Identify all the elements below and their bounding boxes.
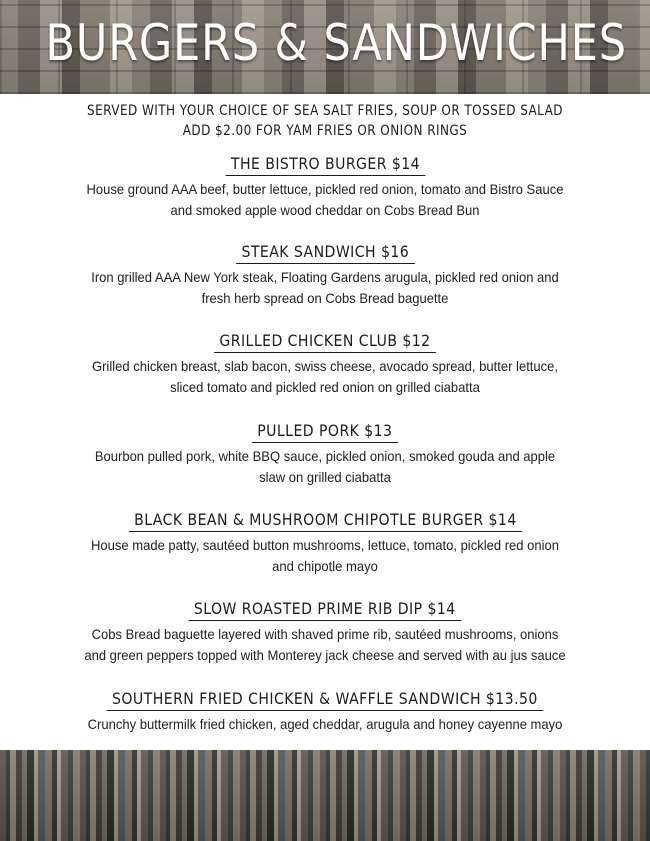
menu-item-description: House made patty, sautéed button mushrooms, lettuce, tomato, pickled red onion xyxy=(90,537,560,553)
menu-item-title: STEAK SANDWICH $16 xyxy=(236,241,414,264)
menu-item-title: THE BISTRO BURGER $14 xyxy=(225,153,425,176)
stone-banner xyxy=(0,0,650,94)
menu-item-description: sliced tomato and pickled red onion on grilled ciabatta xyxy=(170,379,480,395)
menu-item-description: fresh herb spread on Cobs Bread baguette xyxy=(201,290,449,306)
page-title: BURGERS & SANDWICHES xyxy=(45,14,627,72)
menu-item-description: Cobs Bread baguette layered with shaved prime rib, sautéed mushrooms, onions xyxy=(91,626,559,642)
sides-note: SERVED WITH YOUR CHOICE OF SEA SALT FRIES, SOUP OR TOSSED SALAD xyxy=(87,103,563,119)
menu-item-description: Bourbon pulled pork, white BBQ sauce, pickled onion, smoked gouda and apple xyxy=(94,448,556,464)
menu-item-description: and chipotle mayo xyxy=(272,558,378,574)
menu-item-description: slaw on grilled ciabatta xyxy=(259,469,391,485)
menu-item-prime-rib-dip xyxy=(0,598,650,666)
menu-item-black-bean-burger xyxy=(0,509,650,577)
menu-item-pulled-pork xyxy=(0,420,650,488)
menu-item-title: SLOW ROASTED PRIME RIB DIP $14 xyxy=(189,598,461,621)
menu-item-chicken-waffle xyxy=(0,688,650,735)
upgrade-note: ADD $2.00 FOR YAM FRIES OR ONION RINGS xyxy=(182,123,468,139)
menu-item-bistro-burger xyxy=(0,153,650,221)
menu-item-description: and green peppers topped with Monterey jack cheese and served with au jus sauce xyxy=(84,647,566,663)
menu-item-title: PULLED PORK $13 xyxy=(252,420,398,443)
striped-footer-band xyxy=(0,750,650,841)
intro-note xyxy=(0,101,650,141)
menu-item-title: BLACK BEAN & MUSHROOM CHIPOTLE BURGER $14 xyxy=(128,509,521,532)
menu-item-steak-sandwich xyxy=(0,241,650,309)
menu-item-title: SOUTHERN FRIED CHICKEN & WAFFLE SANDWICH $13.50 xyxy=(107,688,543,711)
menu-item-description: Crunchy buttermilk fried chicken, aged cheddar, arugula and honey cayenne mayo xyxy=(87,716,563,732)
menu-item-grilled-chicken-club xyxy=(0,330,650,398)
menu-item-description: Grilled chicken breast, slab bacon, swiss cheese, avocado spread, butter lettuce, xyxy=(91,358,559,374)
menu-item-description: and smoked apple wood cheddar on Cobs Bread Bun xyxy=(170,202,480,218)
menu-item-description: Iron grilled AAA New York steak, Floating Gardens arugula, pickled red onion and xyxy=(91,269,559,285)
menu-item-title: GRILLED CHICKEN CLUB $12 xyxy=(214,330,436,353)
menu-item-description: House ground AAA beef, butter lettuce, pickled red onion, tomato and Bistro Sauce xyxy=(86,181,564,197)
